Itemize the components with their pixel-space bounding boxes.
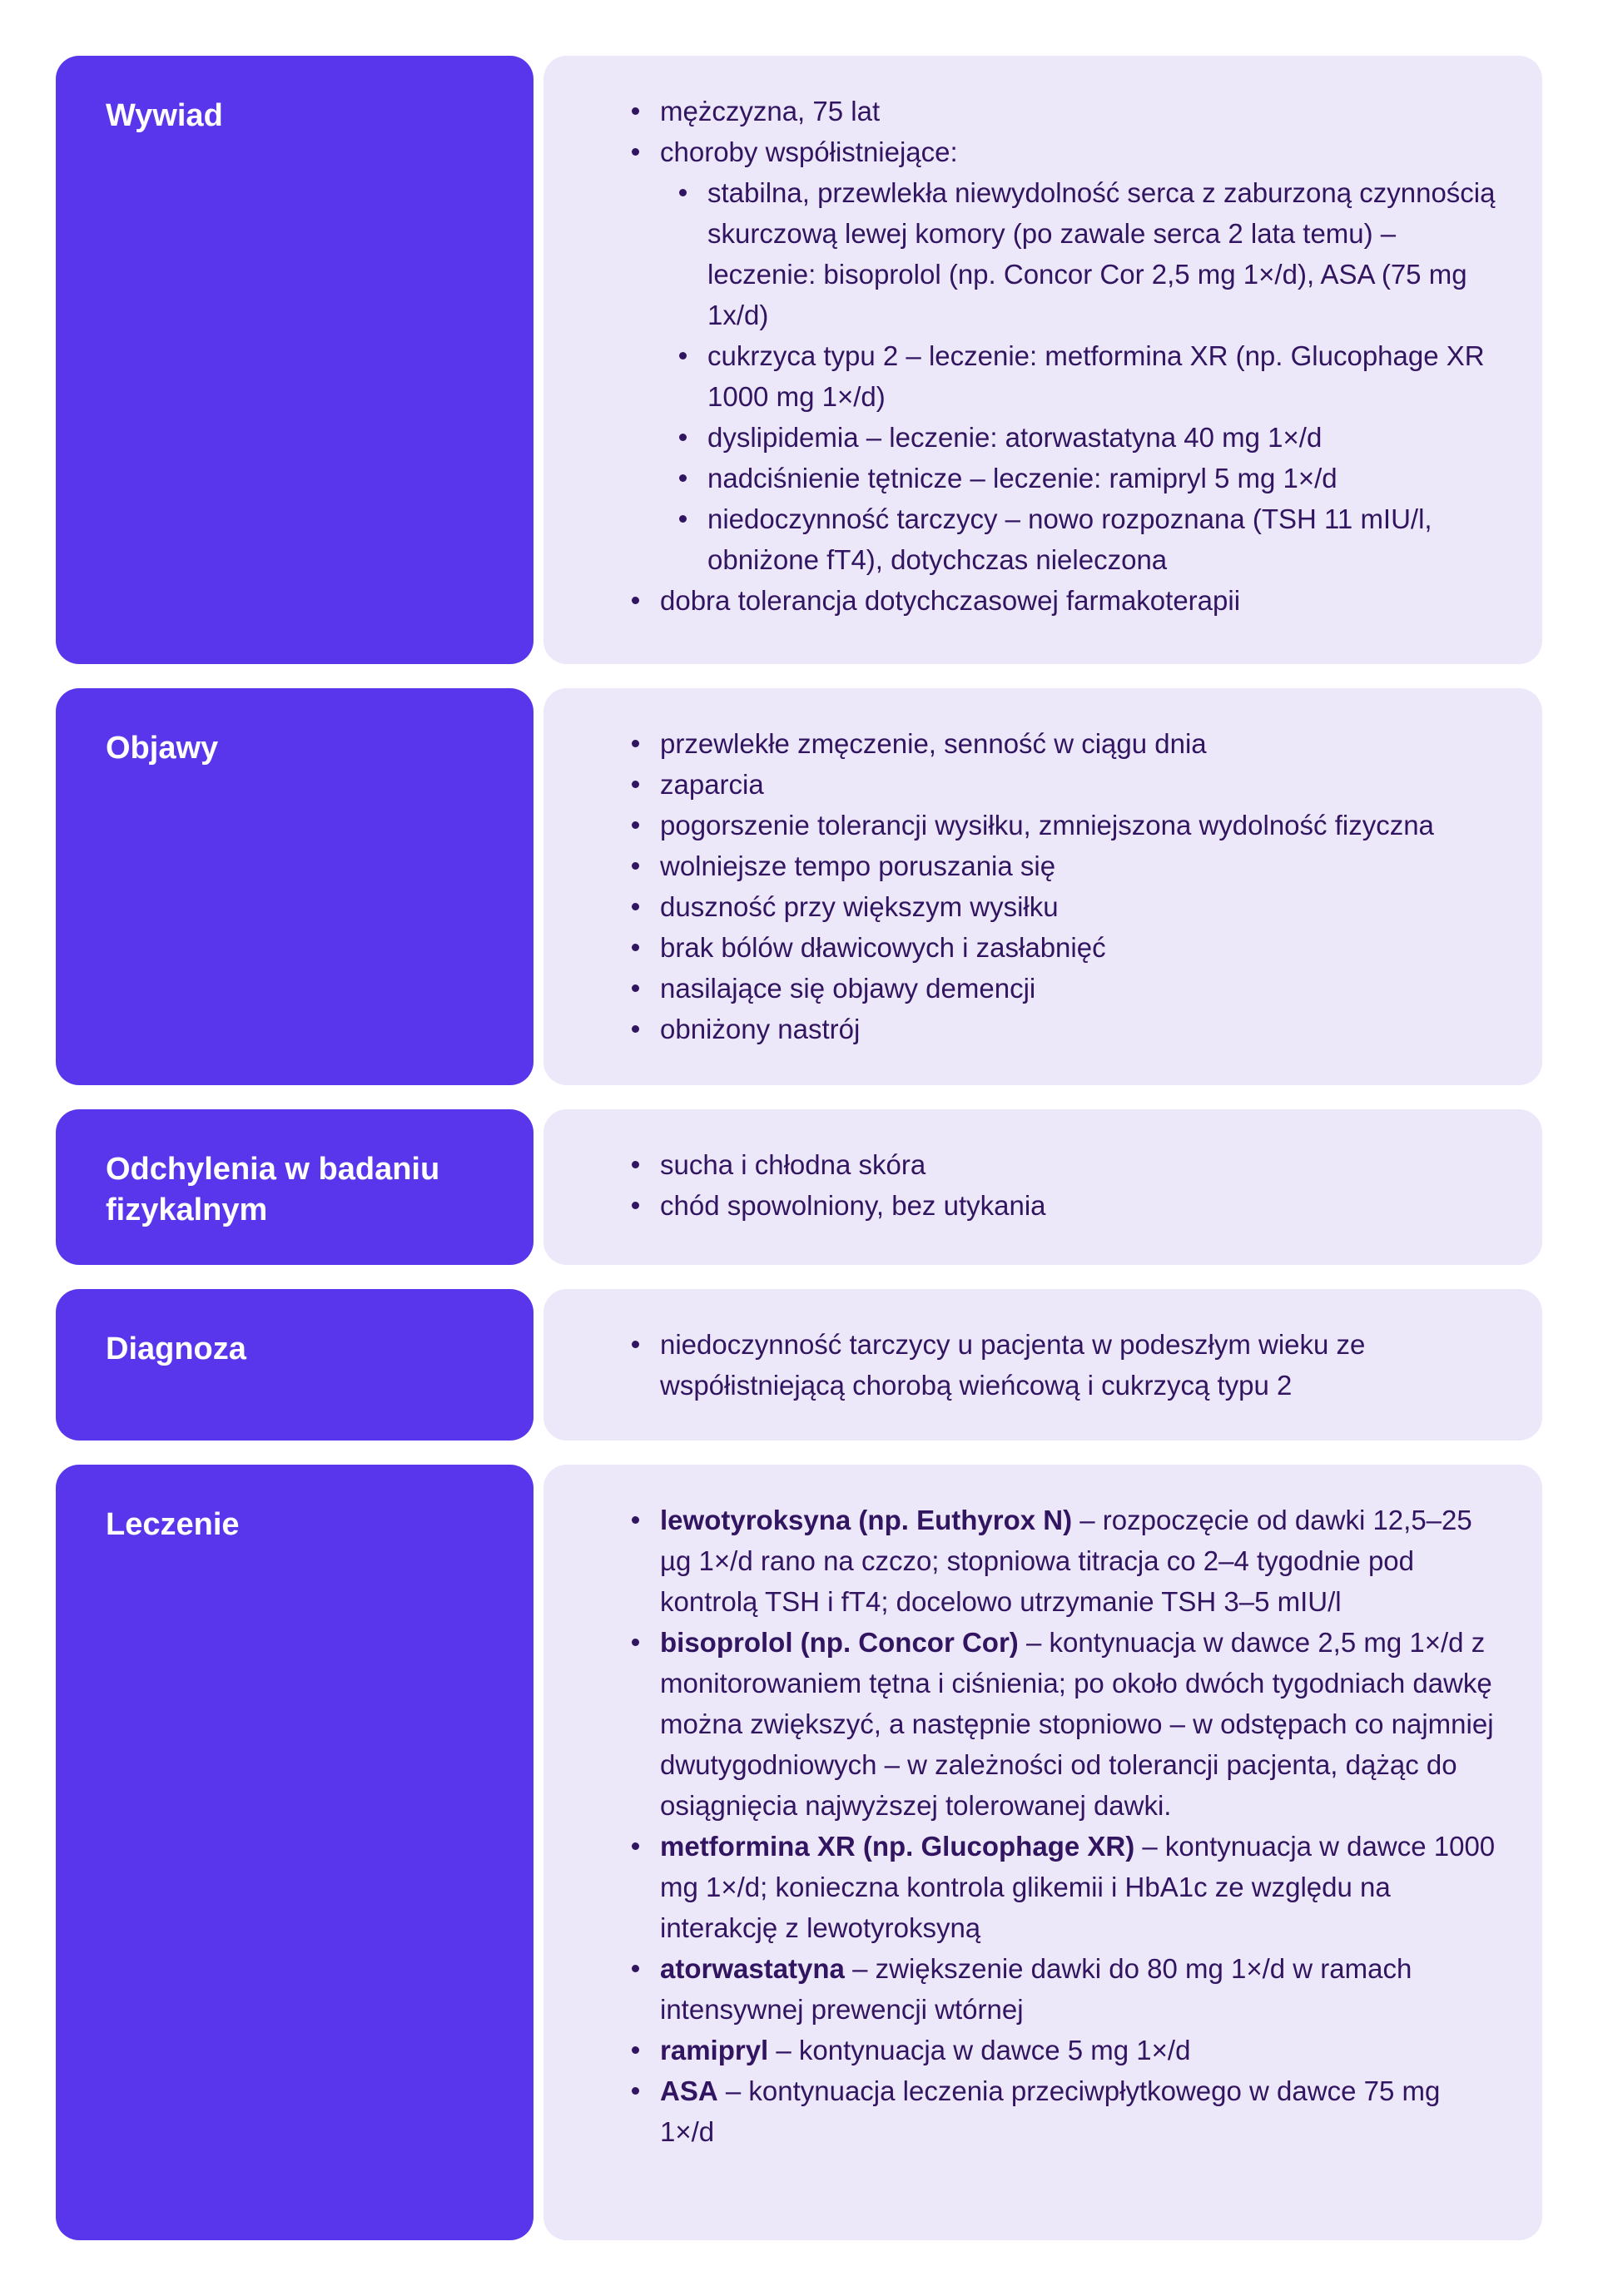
list-item-bold-term: metformina XR (np. Glucophage XR) <box>660 1830 1135 1862</box>
list-item-body: mężczyzna, 75 lat <box>660 96 881 126</box>
section-label-text: Leczenie <box>106 1506 240 1542</box>
list-item <box>632 805 1496 846</box>
list-item-body: pogorszenie tolerancji wysiłku, zmniejszona wydolność fizyczna <box>660 810 1434 841</box>
list-item <box>679 335 1496 417</box>
bullet-dot-icon <box>679 434 687 441</box>
bullet-dot-icon <box>632 2087 639 2095</box>
section-content <box>543 688 1542 1085</box>
list-item <box>632 1826 1496 1948</box>
section-label-text: Odchylenia w badaniu fizykalnym <box>106 1152 440 1228</box>
list-item-text <box>660 91 1496 131</box>
section-label <box>56 56 533 664</box>
bullet-dot-icon <box>632 597 639 604</box>
bullet-dot-icon <box>632 740 639 747</box>
bullet-dot-icon <box>632 1025 639 1033</box>
bullet-dot-icon <box>632 1161 639 1168</box>
list-item-text <box>660 580 1496 621</box>
list-item-text <box>660 2030 1496 2070</box>
list-item-text <box>660 764 1496 805</box>
list-item-body: – kontynuacja leczenia przeciwpłytkowego w dawce 75 mg 1×/d <box>660 2075 1441 2147</box>
bullet-dot-icon <box>679 474 687 482</box>
list-item-text <box>660 968 1496 1009</box>
bullet-dot-icon <box>632 2046 639 2054</box>
list-item-body: niedoczynność tarczycy u pacjenta w podeszłym wieku ze współistniejącą chorobą wieńcową i cukrzycą typu 2 <box>660 1328 1366 1401</box>
list-item-body: duszność przy większym wysiłku <box>660 891 1059 922</box>
list-item-text <box>660 2070 1496 2152</box>
list-item <box>632 1948 1496 2030</box>
list-item-body: – kontynuacja w dawce 5 mg 1×/d <box>768 2034 1191 2065</box>
list-item-body: – zwiększenie dawki do 80 mg 1×/d w ramach intensywnej prewencji wtórnej <box>660 1952 1412 2025</box>
section-label <box>56 1465 533 2240</box>
bullet-dot-icon <box>632 107 639 115</box>
list-item-bold-term: lewotyroksyna (np. Euthyrox N) <box>660 1504 1073 1535</box>
list-item <box>632 2070 1496 2152</box>
bullet-dot-icon <box>632 781 639 788</box>
list-item-text <box>660 805 1496 846</box>
bullet-dot-icon <box>679 352 687 360</box>
bullet-dot-icon <box>632 944 639 951</box>
bullet-dot-icon <box>632 903 639 910</box>
section-label-text: Wywiad <box>106 98 223 133</box>
list-item <box>632 927 1496 968</box>
section-row-3 <box>56 1289 1542 1441</box>
list-item-body: sucha i chłodna skóra <box>660 1149 926 1180</box>
bullet-dot-icon <box>632 1639 639 1646</box>
list-item-text <box>660 131 1496 172</box>
bullet-list <box>543 723 1496 1049</box>
section-content <box>543 1109 1542 1265</box>
section-row-4 <box>56 1465 1542 2240</box>
section-label-text: Objawy <box>106 731 219 766</box>
list-item-text <box>660 1144 1496 1185</box>
list-item-body: nadciśnienie tętnicze – leczenie: ramipryl 5 mg 1×/d <box>707 463 1337 493</box>
bullet-list <box>543 1500 1496 2152</box>
bullet-list <box>543 1324 1496 1406</box>
bullet-dot-icon <box>632 821 639 829</box>
list-item <box>632 91 1496 131</box>
list-item-text <box>660 1500 1496 1622</box>
list-item-bold-term: ramipryl <box>660 2034 769 2065</box>
section-label <box>56 1289 533 1441</box>
list-item-body: wolniejsze tempo poruszania się <box>660 850 1056 881</box>
list-item-text <box>660 1009 1496 1049</box>
list-item-text <box>707 498 1496 580</box>
list-item-bold-term: ASA <box>660 2075 718 2106</box>
list-item <box>632 1009 1496 1049</box>
bullet-dot-icon <box>632 1341 639 1348</box>
section-content <box>543 1465 1542 2240</box>
list-item-body: zaparcia <box>660 769 764 800</box>
list-item-text <box>660 1826 1496 1948</box>
bullet-dot-icon <box>632 1202 639 1209</box>
list-item-body: chód spowolniony, bez utykania <box>660 1190 1046 1221</box>
list-item-text <box>660 927 1496 968</box>
bullet-dot-icon <box>632 148 639 156</box>
bullet-dot-icon <box>632 1842 639 1850</box>
list-item <box>632 131 1496 172</box>
section-content <box>543 56 1542 664</box>
bullet-dot-icon <box>632 1516 639 1524</box>
list-item-body: obniżony nastrój <box>660 1014 861 1044</box>
list-item-body: niedoczynność tarczycy – nowo rozpoznana (TSH 11 mIU/l, obniżone fT4), dotychczas nieleczona <box>707 503 1432 575</box>
list-item-body: cukrzyca typu 2 – leczenie: metformina XR (np. Glucophage XR 1000 mg 1×/d) <box>707 340 1485 412</box>
list-item-text <box>660 723 1496 764</box>
list-item-body: dyslipidemia – leczenie: atorwastatyna 40 mg 1×/d <box>707 422 1323 453</box>
list-item-body: – kontynuacja w dawce 2,5 mg 1×/d z monitorowaniem tętna i ciśnienia; po około dwóch tygodniach dawkę można zwiększyć, a następnie stopniowo – w odstępach co najmniej dwutygodniowych – w zależności od tolerancji pacjenta, dążąc do osiągnięcia najwyższej tolerowanej dawki. <box>660 1626 1494 1821</box>
list-item-bold-term: atorwastatyna <box>660 1952 845 1984</box>
list-item-text <box>660 1185 1496 1226</box>
bullet-dot-icon <box>632 984 639 992</box>
list-item <box>632 723 1496 764</box>
section-row-0 <box>56 56 1542 664</box>
bullet-dot-icon <box>679 189 687 196</box>
list-item <box>632 846 1496 886</box>
list-item <box>679 498 1496 580</box>
list-item <box>632 1622 1496 1826</box>
list-item <box>632 886 1496 927</box>
bullet-list <box>543 1144 1496 1226</box>
list-item <box>632 968 1496 1009</box>
list-item <box>632 1500 1496 1622</box>
list-item-text <box>660 1324 1496 1406</box>
list-item-body: brak bólów dławicowych i zasłabnięć <box>660 932 1106 963</box>
list-item-body: nasilające się objawy demencji <box>660 973 1036 1004</box>
bullet-list <box>543 91 1496 621</box>
list-item-text <box>707 417 1496 458</box>
list-item-body: choroby współistniejące: <box>660 136 958 167</box>
list-item <box>679 417 1496 458</box>
list-item-text <box>707 458 1496 498</box>
section-label <box>56 688 533 1085</box>
bullet-dot-icon <box>632 862 639 870</box>
list-item-text <box>660 886 1496 927</box>
list-item <box>632 580 1496 621</box>
list-item-body: dobra tolerancja dotychczasowej farmakoterapii <box>660 585 1241 616</box>
list-item-body: stabilna, przewlekła niewydolność serca z zaburzoną czynnością skurczową lewej komory (po zawale serca 2 lata temu) – leczenie: bisoprolol (np. Concor Cor 2,5 mg 1×/d), ASA (75 mg 1x/d) <box>707 177 1496 330</box>
list-item <box>632 1144 1496 1185</box>
list-item-text <box>660 1948 1496 2030</box>
list-item-text <box>660 1622 1496 1826</box>
section-content <box>543 1289 1542 1441</box>
list-item-body: przewlekłe zmęczenie, senność w ciągu dnia <box>660 728 1207 759</box>
list-item-text <box>660 846 1496 886</box>
list-item <box>632 2030 1496 2070</box>
list-item <box>632 764 1496 805</box>
section-label-text: Diagnoza <box>106 1331 246 1366</box>
list-item-text <box>707 172 1496 335</box>
section-label <box>56 1109 533 1265</box>
bullet-dot-icon <box>679 515 687 523</box>
bullet-dot-icon <box>632 1965 639 1972</box>
list-item-bold-term: bisoprolol (np. Concor Cor) <box>660 1626 1019 1658</box>
list-item <box>679 458 1496 498</box>
list-item <box>632 1324 1496 1406</box>
list-item-body: – rozpoczęcie od dawki 12,5–25 µg 1×/d rano na czczo; stopniowa titracja co 2–4 tygodnie pod kontrolą TSH i fT4; docelowo utrzymanie TSH 3–5 mIU/l <box>660 1504 1472 1617</box>
list-item-body: – kontynuacja w dawce 1000 mg 1×/d; konieczna kontrola glikemii i HbA1c ze względu na interakcję z lewotyroksyną <box>660 1830 1496 1943</box>
list-item-text <box>707 335 1496 417</box>
section-row-1 <box>56 688 1542 1085</box>
list-item <box>632 1185 1496 1226</box>
list-item <box>679 172 1496 335</box>
section-row-2 <box>56 1109 1542 1265</box>
